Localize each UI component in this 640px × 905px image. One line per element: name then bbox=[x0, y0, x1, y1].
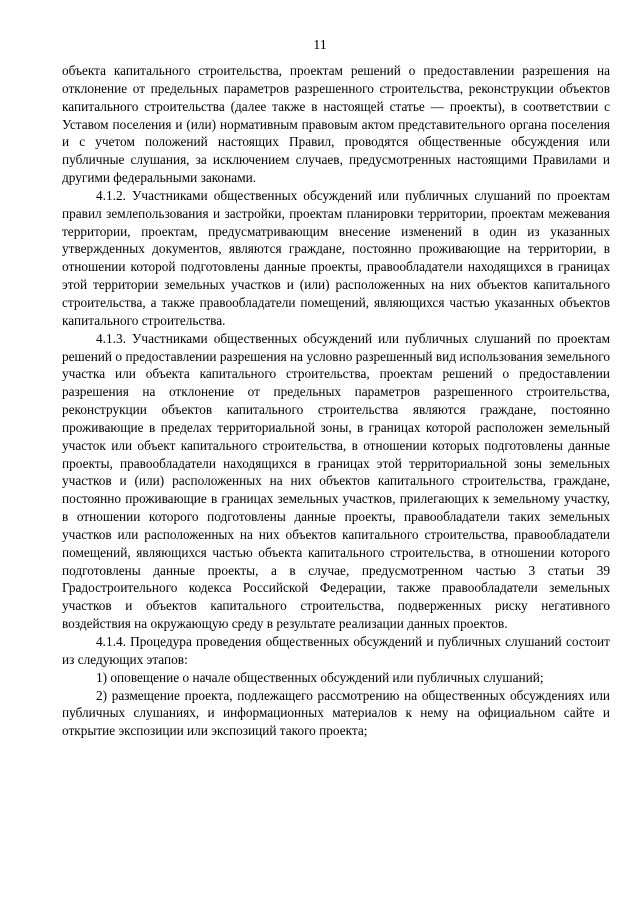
paragraph-4-1-3: 4.1.3. Участниками общественных обсуждений или публичных слушаний по проектам решений о предоставлении разрешения на условно разрешенный вид использования земельного участка или объекта капитального строительства, проектам решений о предоставлении разрешения на отклонение от предельных параметров разрешенного строительства, реконструкции объектов капитального строительства являются граждане, постоянно проживающие в пределах территориальной зоны, в границах которой расположен земельный участок или объект капитального строительства, в отношении которых подготовлены данные проекты, правообладатели находящихся в границах этой территориальной зоны земельных участков и (или) расположенных на них объектов капитального строительства, граждане, постоянно проживающие в границах земельных участков, прилегающих к земельному участку, в отношении которого подготовлены данные проекты, правообладатели таких земельных участков или расположенных на них объектов капитального строительства, правообладатели помещений, являющихся частью объекта капитального строительства, в отношении которого подготовлены данные проекты, а в случае, предусмотренном частью 3 статьи 39 Градостроительного кодекса Российской Федерации, также правообладатели земельных участков и объектов капитального строительства, подверженных риску негативного воздействия на окружающую среду в результате реализации данных проектов. bbox=[62, 330, 610, 632]
document-body bbox=[62, 62, 610, 740]
paragraph-4-1-4: 4.1.4. Процедура проведения общественных обсуждений и публичных слушаний состоит из следующих этапов: bbox=[62, 634, 610, 667]
list-item-1: 1) оповещение о начале общественных обсуждений или публичных слушаний; bbox=[96, 669, 544, 685]
list-item-2: 2) размещение проекта, подлежащего рассмотрению на общественных обсуждениях или публичных слушаниях, и информационных материалов к нему на официальном сайте и открытие экспозиции или экспозиций такого проекта; bbox=[62, 687, 610, 739]
paragraph-continuation: объекта капитального строительства, проектам решений о предоставлении разрешения на отклонение от предельных параметров разрешенного строительства, реконструкции объектов капитального строительства (далее также в настоящей статье — проекты), в соответствии с Уставом поселения и (или) нормативным правовым актом представительного органа поселения и с учетом положений настоящих Правил, проводятся общественные обсуждения или публичные слушания, за исключением случаев, предусмотренных настоящими Правилами и другими федеральными законами. bbox=[62, 63, 610, 186]
page-number: 11 bbox=[313, 38, 327, 53]
paragraph-4-1-2: 4.1.2. Участниками общественных обсуждений или публичных слушаний по проектам правил землепользования и застройки, проектам планировки территории, проектам межевания территории, проектам, предусматривающим внесение изменений в один из указанных утвержденных документов, являются граждане, постоянно проживающие на территории, в отношении которой подготовлены данные проекты, правообладатели находящихся в границах этой территории земельных участков и (или) расположенных на них объектов капитального строительства, а также правообладатели помещений, являющихся частью указанных объектов капитального строительства. bbox=[62, 187, 610, 328]
